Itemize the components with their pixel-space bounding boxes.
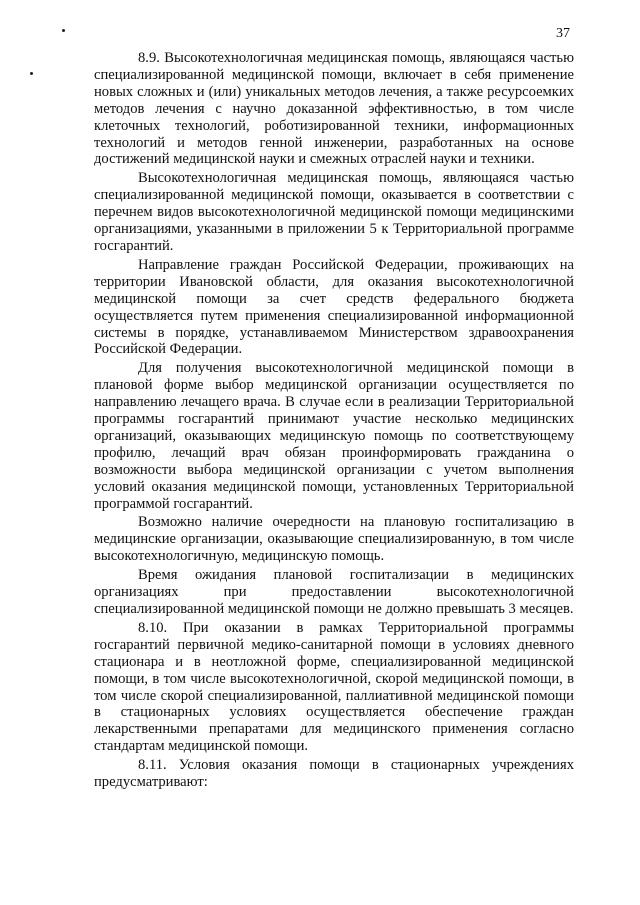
paragraph-choice-of-organization: Для получения высокотехнологичной медицинской помощи в плановой форме выбор медицинской организации осуществляется по направлению лечащего врача. В случае если в реализации Территориальной программы госгарантий принимают участие несколько медицинских организаций, оказывающих медицинскую помощь по соответствующему профилю, лечащий врач обязан проинформировать гражданина о возможности выбора медицинской организации с учетом выполнения условий оказания медицинской помощи, установленных Территориальной программой госгарантий. bbox=[94, 360, 574, 512]
paragraph-vmp-list: Высокотехнологичная медицинская помощь, являющаяся частью специализированной медицинской помощи, оказывается в соответствии с перечнем видов высокотехнологичной медицинской помощи медицинскими организациями, указанными в приложении 5 к Территориальной программе госгарантий. bbox=[94, 170, 574, 254]
paragraph-waiting-time: Время ожидания плановой госпитализации в медицинских организациях при предоставлении высокотехнологичной специализированной медицинской помощи не должно превышать 3 месяцев. bbox=[94, 567, 574, 617]
paragraph-8-9: 8.9. Высокотехнологичная медицинская помощь, являющаяся частью специализированной медицинской помощи, включает в себя применение новых сложных и (или) уникальных методов лечения, а также ресурсоемких методов лечения с научно доказанной эффективностью, в том числе клеточных технологий, роботизированной техники, информационных технологий и методов генной инженерии, разработанных на основе достижений медицинской науки и смежных отраслей науки и техники. bbox=[94, 50, 574, 168]
page-number: 37 bbox=[556, 26, 570, 41]
paragraph-queue: Возможно наличие очередности на плановую госпитализацию в медицинские организации, оказывающие специализированную, в том числе высокотехнологичную, медицинскую помощь. bbox=[94, 514, 574, 565]
paragraph-8-11: 8.11. Условия оказания помощи в стационарных учреждениях предусматривают: bbox=[94, 757, 574, 791]
document-body bbox=[94, 50, 574, 793]
paragraph-8-10: 8.10. При оказании в рамках Территориальной программы госгарантий первичной медико-санитарной помощи в условиях дневного стационара и в неотложной форме, специализированной медицинской помощи, в том числе высокотехнологичной, скорой медицинской помощи, в том числе скорой специализированной, паллиативной медицинской помощи в стационарных условиях осуществляется обеспечение граждан лекарственными препаратами для медицинского применения согласно стандартам медицинской помощи. bbox=[94, 619, 574, 755]
scan-mark-dot bbox=[30, 72, 33, 75]
scan-mark-dot bbox=[62, 29, 65, 32]
paragraph-referral: Направление граждан Российской Федерации, проживающих на территории Ивановской области, для оказания высокотехнологичной медицинской помощи за счет средств федерального бюджета осуществляется путем применения специализированной информационной системы в порядке, устанавливаемом Министерством здравоохранения Российской Федерации. bbox=[94, 256, 574, 358]
